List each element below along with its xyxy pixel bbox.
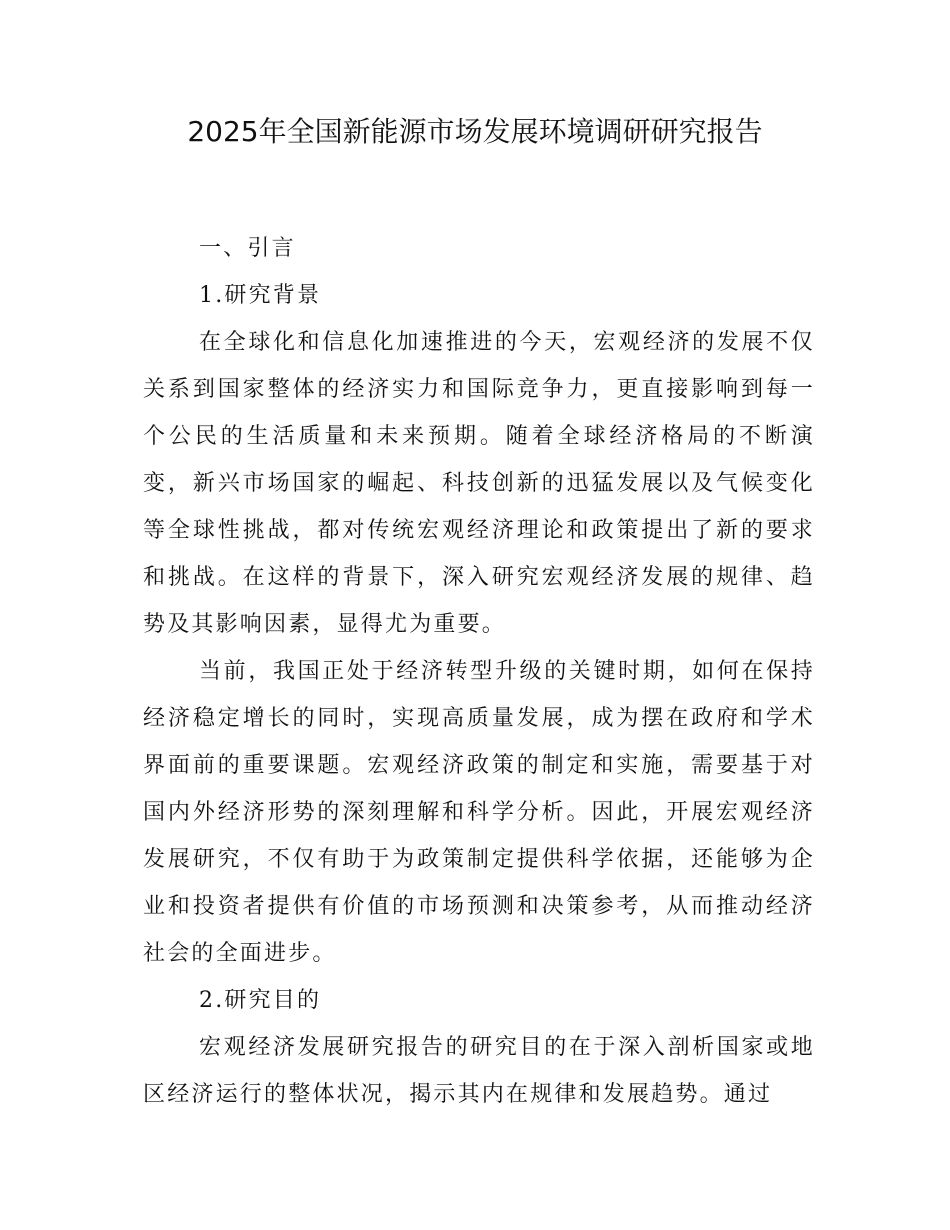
document-title: 2025年全国新能源市场发展环境调研研究报告 xyxy=(187,115,763,148)
subsection-heading-research-purpose: 2.研究目的 xyxy=(199,988,322,1013)
paragraph-background-1: 在全球化和信息化加速推进的今天，宏观经济的发展不仅关系到国家整体的经济实力和国际竞争力，更直接影响到每一个公民的生活质量和未来预期。随着全球经济格局的不断演变，新兴市场国家的崛起、科技创新的迅猛发展以及气候变化等全球性挑战，都对传统宏观经济理论和政策提出了新的要求和挑战。在这样的背景下，深入研究宏观经济发展的规律、趋势及其影响因素，显得尤为重要。 xyxy=(143,330,815,637)
section-heading-introduction: 一、引言 xyxy=(199,236,296,261)
document-body xyxy=(143,225,815,1118)
paragraph-purpose-1: 宏观经济发展研究报告的研究目的在于深入剖析国家或地区经济运行的整体状况，揭示其内在规律和发展趋势。通过 xyxy=(143,1035,815,1107)
subsection-heading-research-background: 1.研究背景 xyxy=(199,283,322,308)
paragraph-background-2: 当前，我国正处于经济转型升级的关键时期，如何在保持经济稳定增长的同时，实现高质量发展，成为摆在政府和学术界面前的重要课题。宏观经济政策的制定和实施，需要基于对国内外经济形势的深刻理解和科学分析。因此，开展宏观经济发展研究，不仅有助于为政策制定提供科学依据，还能够为企业和投资者提供有价值的市场预测和决策参考，从而推动经济社会的全面进步。 xyxy=(143,659,815,966)
